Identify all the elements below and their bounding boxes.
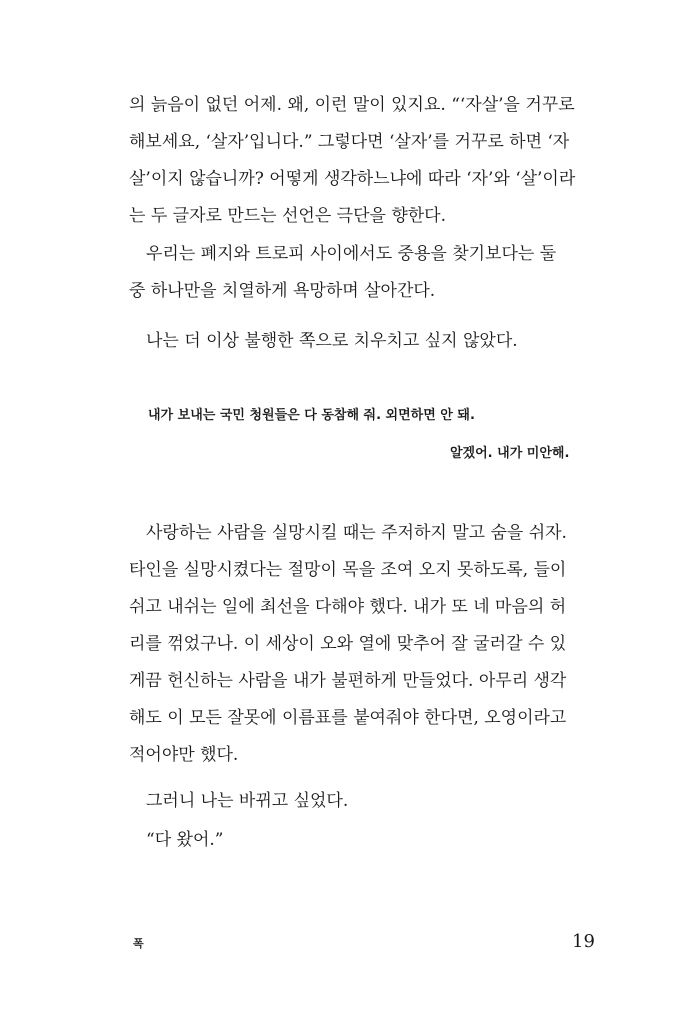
text-line: 우리는 폐지와 트로피 사이에서도 중용을 찾기보다는 둘 [146, 244, 557, 264]
sent-message: 내가 보내는 국민 청원들은 다 동참해 줘. 외면하면 안 돼. [148, 408, 475, 423]
reply-message: 알겠어. 내가 미안해. [450, 446, 570, 461]
page-number: 19 [572, 931, 595, 952]
text-line: 적어야만 했다. [129, 745, 239, 765]
text-line: 쉬고 내쉬는 일에 최선을 다해야 했다. 내가 또 네 마음의 허 [129, 597, 567, 617]
paragraph-5 [129, 783, 599, 820]
text-line: 나는 더 이상 불행한 쪽으로 치우치고 싶지 않았다. [146, 331, 518, 351]
text-line: 중 하나만을 치열하게 욕망하며 살아간다. [129, 281, 436, 301]
running-footer: 폭 [133, 937, 144, 950]
text-line: 해도 이 모든 잘못에 이름표를 붙여줘야 한다면, 오영이라고 [129, 708, 567, 728]
paragraph-2 [129, 236, 599, 310]
paragraph-3 [129, 323, 599, 360]
text-line: 는 두 글자로 만드는 선언은 극단을 향한다. [129, 206, 447, 226]
text-line: 타인을 실망시켰다는 절망이 목을 조여 오지 못하도록, 들이 [129, 560, 567, 580]
text-line: 그러니 나는 바뀌고 싶었다. [146, 791, 349, 811]
text-line: 리를 꺾었구나. 이 세상이 오와 열에 맞추어 잘 굴러갈 수 있 [129, 634, 567, 654]
text-line: 의 늙음이 없던 어제. 왜, 이런 말이 있지요. “‘자살’을 거꾸로 [129, 95, 575, 115]
text-line: 사랑하는 사람을 실망시킬 때는 주저하지 말고 숨을 쉬자. [146, 523, 567, 543]
text-line: “다 왔어.” [146, 830, 224, 850]
paragraph-4 [129, 515, 599, 774]
text-line: 게끔 헌신하는 사람을 내가 불편하게 만들었다. 아무리 생각 [129, 671, 567, 691]
text-line: 해보세요, ‘살자’입니다.” 그렇다면 ‘살자’를 거꾸로 하면 ‘자 [129, 132, 570, 152]
paragraph-6 [129, 822, 599, 859]
paragraph-1 [129, 87, 599, 235]
text-line: 살’이지 않습니까? 어떻게 생각하느냐에 따라 ‘자’와 ‘살’이라 [129, 169, 576, 189]
